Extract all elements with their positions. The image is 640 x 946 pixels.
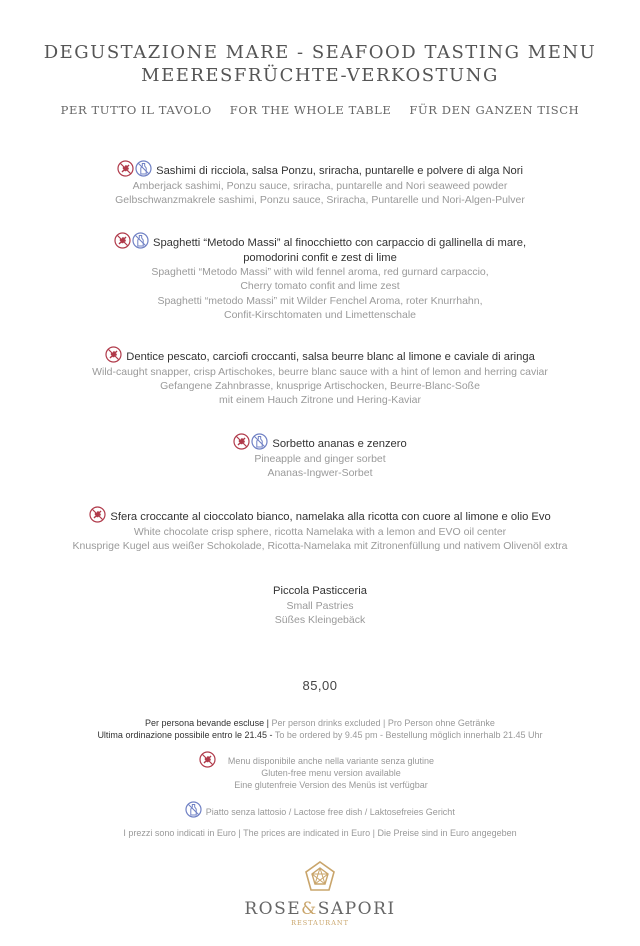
lactose-free-icon [135, 160, 152, 177]
menu-title-line-1: DEGUSTAZIONE MARE - SEAFOOD TASTING MENU [43, 42, 597, 63]
gluten-note-de: Eine glutenfreie Version des Menüs ist verfügbar [234, 780, 428, 790]
gluten-note-it: Menu disponibile anche nella variante senza glutine [227, 756, 435, 766]
dish-title: Sashimi di ricciola, salsa Ponzu, sriracha, puntarelle e polvere di alga Nori [156, 165, 523, 177]
drinks-note-it: Per persona bevande escluse | [145, 718, 269, 728]
dish-title: Sfera croccante al cioccolato bianco, namelaka alla ricotta con cuore al limone e olio Evo [110, 511, 551, 523]
logo-word-rose: ROSE [244, 899, 302, 919]
dish-desc-de: Gelbschwanzmakrele sashimi, Ponzu sauce, Sriracha, Puntarelle und Nori-Algen-Pulver [115, 193, 525, 206]
gluten-free-icon [117, 160, 134, 177]
euro-note: I prezzi sono indicati in Euro | The prices are indicated in Euro | Die Preise sind in Euro angegeben [123, 828, 517, 838]
dish-desc-en: Pineapple and ginger sorbet [254, 452, 386, 465]
menu-title [0, 41, 640, 87]
order-note-it: Ultima ordinazione possibile entro le 21.45 - [97, 730, 273, 740]
subtitle-de: FÜR DEN GANZEN TISCH [409, 103, 580, 117]
dish-3 [0, 346, 640, 407]
subtitle [0, 103, 640, 117]
logo-ampersand: & [301, 899, 318, 919]
dish-desc-de: mit einem Hauch Zitrone und Hering-Kaviar [219, 394, 421, 407]
dish-desc-en: Amberjack sashimi, Ponzu sauce, sriracha, puntarelle and Nori seaweed powder [132, 179, 508, 192]
dish-desc-en: Small Pastries [286, 599, 354, 612]
dish-desc-de: Confit-Kirschtomaten und Limettenschale [223, 308, 416, 321]
menu-price: 85,00 [302, 678, 338, 693]
logo-text [0, 899, 640, 919]
dish-1 [0, 160, 640, 207]
rose-logo-icon [303, 860, 337, 894]
dish-desc-de: Spaghetti “metodo Massi” mit Wilder Fenchel Aroma, roter Knurrhahn, [157, 294, 483, 307]
gluten-free-icon [233, 433, 250, 450]
dish-desc-en: Cherry tomato confit and lime zest [240, 280, 400, 293]
lactose-free-icon [132, 232, 149, 249]
dish-desc-de: Ananas-Ingwer-Sorbet [267, 466, 373, 479]
logo-word-sapori: SAPORI [317, 899, 396, 919]
drinks-note [0, 717, 640, 729]
dish-desc-de: Süßes Kleingebäck [274, 613, 366, 626]
dish-title: Sorbetto ananas e zenzero [272, 438, 407, 450]
subtitle-en: FOR THE WHOLE TABLE [229, 103, 392, 117]
dish-desc-en: Spaghetti “Metodo Massi” with wild fennel aroma, red gurnard carpaccio, [151, 266, 489, 278]
lactose-free-icon [251, 433, 268, 450]
dish-2 [0, 232, 640, 322]
dish-desc-de: Gefangene Zahnbrasse, knusprige Artischocken, Beurre-Blanc-Soße [160, 379, 480, 392]
lactose-note-text: Piatto senza lattosio / Lactose free dish / Laktosefreies Gericht [205, 807, 455, 817]
order-note-rest: To be ordered by 9.45 pm - Bestellung möglich innerhalb 21.45 Uhr [272, 730, 543, 740]
dish-desc-de: Knusprige Kugel aus weißer Schokolade, Ricotta-Namelaka mit Zitronenfüllung und nativem Olivenöl extra [72, 539, 568, 552]
logo [0, 860, 640, 927]
gluten-free-note [11, 755, 640, 791]
dish-title: Dentice pescato, carciofi croccanti, salsa beurre blanc al limone e caviale di aringa [126, 351, 535, 363]
subtitle-it: PER TUTTO IL TAVOLO [60, 103, 212, 117]
gluten-free-icon [105, 346, 122, 363]
lactose-free-icon [185, 801, 202, 818]
dish-5 [0, 506, 640, 553]
gluten-free-icon [89, 506, 106, 523]
logo-subtitle: RESTAURANT [291, 919, 349, 927]
dish-desc-en: White chocolate crisp sphere, ricotta Namelaka with a lemon and EVO oil center [133, 525, 507, 538]
dish-title: Piccola Pasticceria [273, 585, 367, 597]
dish-title: Spaghetti “Metodo Massi” al finocchietto con carpaccio di gallinella di mare, [153, 237, 527, 249]
drinks-note-rest: Per person drinks excluded | Pro Person ohne Getränke [268, 718, 495, 728]
order-note [0, 729, 640, 741]
gluten-free-icon [114, 232, 131, 249]
dish-6 [0, 584, 640, 627]
dish-title-cont: pomodorini confit e zest di lime [243, 251, 397, 264]
dish-desc-en: Wild-caught snapper, crisp Artischokes, beurre blanc sauce with a hint of lemon and herring caviar [92, 365, 548, 378]
menu-title-line-2: MEERESFRÜCHTE-VERKOSTUNG [141, 65, 499, 86]
lactose-free-note [0, 801, 640, 818]
dish-4 [0, 433, 640, 480]
gluten-note-en: Gluten-free menu version available [261, 768, 401, 778]
